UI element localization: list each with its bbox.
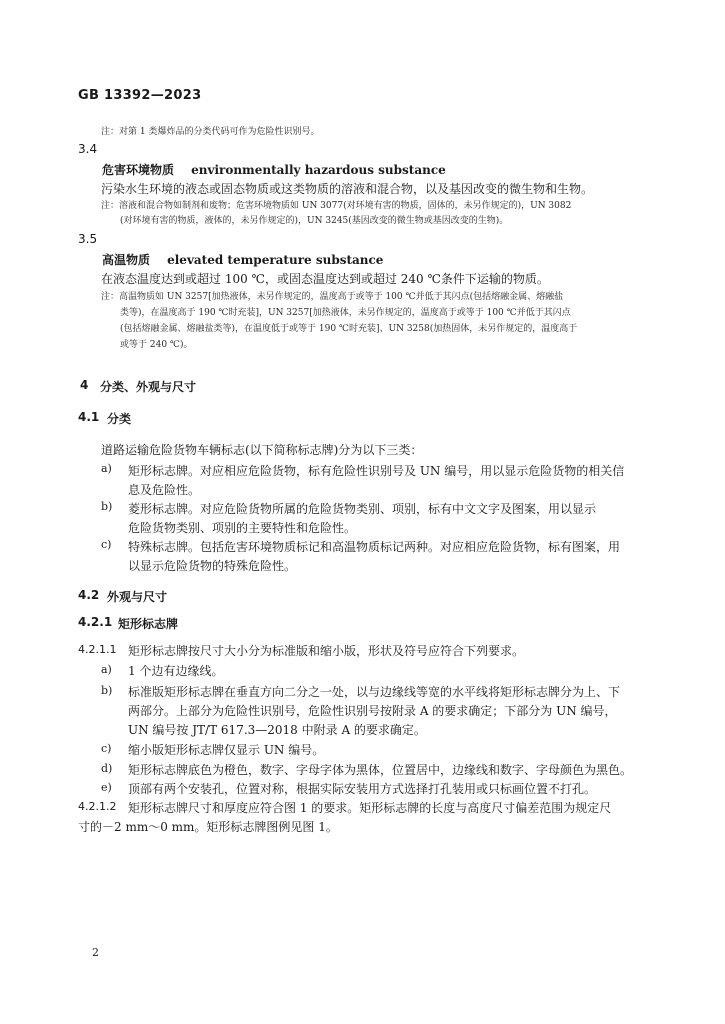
- section-4-2-number: 4.2: [78, 588, 100, 602]
- term-3-5: [102, 249, 383, 268]
- term-en: environmentally hazardous substance: [191, 163, 446, 177]
- section-4-title: 分类、外观与尺寸: [100, 380, 197, 394]
- section-4-2-1-number: 4.2.1: [78, 615, 113, 629]
- section-4-number: 4: [80, 378, 89, 392]
- item-d-line-1: 矩形标志牌底色为橙色，数字、字母字体为黑体，位置居中，边缘线和数字、字母颜色为黑色。: [128, 763, 633, 777]
- clause-4-2-1-2-line-1: 矩形标志牌尺寸和厚度应符合图 1 的要求。矩形标志牌的长度与高度尺寸偏差范围为规定尺: [128, 801, 612, 815]
- list-item-b-line-1: 菱形标志牌。对应危险货物所属的危险货物类别、项别，标有中文文字及图案，用以显示: [128, 502, 597, 516]
- section-4-1-title: 分类: [107, 412, 132, 426]
- page-number: 2: [92, 946, 99, 959]
- note-3-5-line-2: 类等)，在温度高于 190 ℃时充装]，UN 3257[加热液体，未另作规定的，温度高于或等于 100 ℃并低于其闪点: [120, 308, 571, 318]
- definition-3-5: 在液态温度达到或超过 100 ℃，或固态温度达到或超过 240 ℃条件下运输的物质。: [101, 272, 549, 286]
- list-mark: d): [101, 762, 113, 775]
- section-4-1-number: 4.1: [78, 410, 100, 424]
- clause-4-2-1-1-text: 矩形标志牌按尺寸大小分为标准版和缩小版，形状及符号应符合下列要求。: [128, 644, 525, 658]
- list-item-c-line-1: 特殊标志牌。包括危害环境物质标记和高温物质标记两种。对应相应危险货物，标有图案，用: [128, 540, 621, 554]
- item-b-line-2: 两部分。上部分为危险性识别号，危险性识别号按附录 A 的要求确定；下部分为 UN 编号，: [128, 704, 617, 718]
- note-3-4-line-1: 注：溶液和混合物如制剂和废物；危害环境物质如 UN 3077(对环境有害的物质，固体的，未另作规定的)，UN 3082: [101, 201, 572, 211]
- list-item-c-line-2: 以显示危险货物的特殊危险性。: [128, 559, 297, 573]
- term-zh: 危害环境物质: [102, 163, 175, 177]
- note-3-5-line-4: 或等于 240 ℃)。: [120, 340, 193, 350]
- list-item-a-line-1: 矩形标志牌。对应相应危险货物，标有危险性识别号及 UN 编号，用以显示危险货物的相关信: [128, 464, 625, 478]
- item-a-line-1: 1 个边有边缘线。: [128, 664, 224, 678]
- section-4-1-intro: 道路运输危险货物车辆标志(以下简称标志牌)分为以下三类：: [101, 443, 423, 457]
- clause-4-2-1-2-line-2: 寸的－2 mm～0 mm。矩形标志牌图例见图 1。: [78, 820, 338, 834]
- item-b-line-3: UN 编号按 JT/T 617.3—2018 中附录 A 的要求确定。: [128, 723, 426, 737]
- standard-number-header: GB 13392—2023: [78, 88, 202, 103]
- clause-number-3-5: 3.5: [78, 232, 98, 246]
- section-4-2-title: 外观与尺寸: [107, 590, 168, 604]
- list-mark: e): [101, 781, 112, 794]
- clause-4-2-1-2-number: 4.2.1.2: [78, 800, 117, 813]
- section-4-2-1-title: 矩形标志牌: [118, 617, 179, 631]
- item-c-line-1: 缩小版矩形标志牌仅显示 UN 编号。: [128, 743, 325, 757]
- note-3-5-line-3: (包括熔融金属、熔融盐类等)，在温度低于或等于 190 ℃时充装]、UN 3258(加热固体，未另作规定的，温度高于: [120, 324, 578, 334]
- list-mark: a): [101, 462, 112, 475]
- note-3-4-line-2: (对环境有害的物质，液体的，未另作规定的)，UN 3245(基因改变的微生物或基因改变的生物)。: [120, 216, 509, 226]
- list-mark: b): [101, 684, 113, 697]
- list-mark: c): [101, 742, 112, 755]
- term-en: elevated temperature substance: [167, 253, 384, 267]
- list-mark: c): [101, 538, 112, 551]
- clause-number-3-4: 3.4: [78, 142, 98, 156]
- note-3-5-line-1: 注：高温物质如 UN 3257[加热液体，未另作规定的，温度高于或等于 100 ℃并低于其闪点(包括熔融金属、熔融盐: [101, 292, 564, 302]
- list-item-a-line-2: 息及危险性。: [128, 483, 201, 497]
- note-explosives: 注：对第 1 类爆炸品的分类代码可作为危险性识别号。: [101, 127, 320, 137]
- list-item-b-line-2: 危险货物类别、项别的主要特性和危险性。: [128, 521, 357, 535]
- item-e-line-1: 顶部有两个安装孔，位置对称，根据实际安装用方式选择打孔装用或只标画位置不打孔。: [128, 782, 597, 796]
- term-3-4: [102, 159, 446, 178]
- term-zh: 高温物质: [102, 253, 151, 267]
- list-mark: a): [101, 663, 112, 676]
- clause-4-2-1-1-number: 4.2.1.1: [78, 643, 117, 656]
- definition-3-4: 污染水生环境的液态或固态物质或这类物质的溶液和混合物，以及基因改变的微生物和生物。: [101, 182, 594, 196]
- item-b-line-1: 标准版矩形标志牌在垂直方向二分之一处，以与边缘线等宽的水平线将矩形标志牌分为上、下: [128, 685, 621, 699]
- list-mark: b): [101, 500, 113, 513]
